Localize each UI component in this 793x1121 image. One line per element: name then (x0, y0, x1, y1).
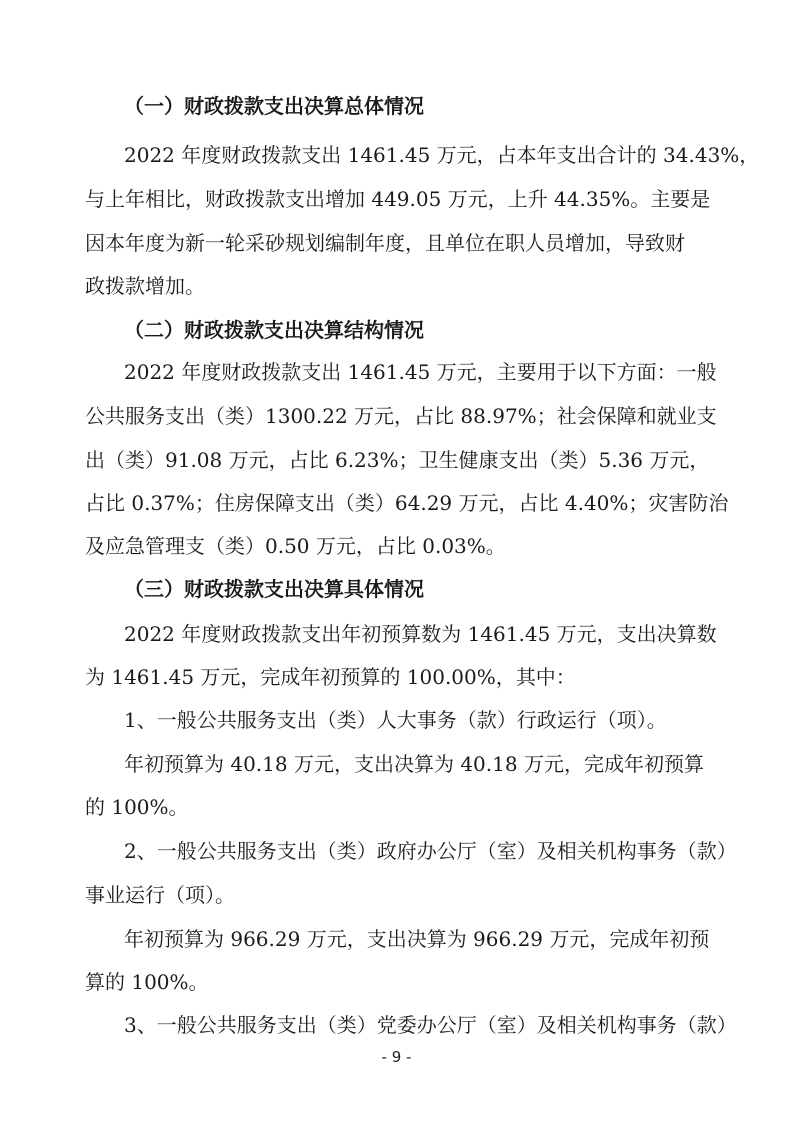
paragraph-line: 政拨款增加。 (85, 274, 205, 298)
section-heading-3: （三）财政拨款支出决算具体情况 (124, 577, 424, 601)
paragraph-line: 出（类）91.08 万元，占比 6.23%；卫生健康支出（类）5.36 万元， (85, 448, 710, 472)
paragraph-line: 算的 100%。 (85, 970, 209, 994)
list-item: 2、一般公共服务支出（类）政府办公厅（室）及相关机构事务（款） (124, 839, 737, 863)
paragraph-line: 2022 年度财政拨款支出年初预算数为 1461.45 万元，支出决算数 (124, 622, 717, 646)
paragraph-line: 占比 0.37%；住房保障支出（类）64.29 万元，占比 4.40%；灾害防治 (85, 491, 729, 515)
section-heading-2: （二）财政拨款支出决算结构情况 (124, 318, 424, 342)
paragraph-line: 年初预算为 966.29 万元，支出决算为 966.29 万元，完成年初预 (124, 927, 710, 951)
paragraph-line: 与上年相比，财政拨款支出增加 449.05 万元，上升 44.35%。主要是 (85, 187, 711, 211)
page-number: - 9 - (381, 1048, 412, 1066)
list-item: 3、一般公共服务支出（类）党委办公厅（室）及相关机构事务（款） (124, 1013, 737, 1037)
paragraph-line: 及应急管理支（类）0.50 万元，占比 0.03%。 (85, 534, 506, 558)
paragraph-line: 因本年度为新一轮采砂规划编制年度，且单位在职人员增加，导致财 (85, 231, 685, 255)
paragraph-line: 公共服务支出（类）1300.22 万元，占比 88.97%；社会保障和就业支 (85, 404, 717, 428)
list-item: 1、一般公共服务支出（类）人大事务（款）行政运行（项）。 (124, 708, 667, 732)
paragraph-line: 的 100%。 (85, 795, 189, 819)
paragraph-line: 2022 年度财政拨款支出 1461.45 万元，占本年支出合计的 34.43%， (124, 143, 760, 167)
section-heading-1: （一）财政拨款支出决算总体情况 (124, 94, 424, 118)
paragraph-line: 事业运行（项）。 (85, 883, 235, 907)
paragraph-line: 2022 年度财政拨款支出 1461.45 万元，主要用于以下方面：一般 (124, 360, 717, 384)
paragraph-line: 年初预算为 40.18 万元，支出决算为 40.18 万元，完成年初预算 (124, 752, 704, 776)
paragraph-line: 为 1461.45 万元，完成年初预算的 100.00%，其中： (85, 665, 576, 689)
